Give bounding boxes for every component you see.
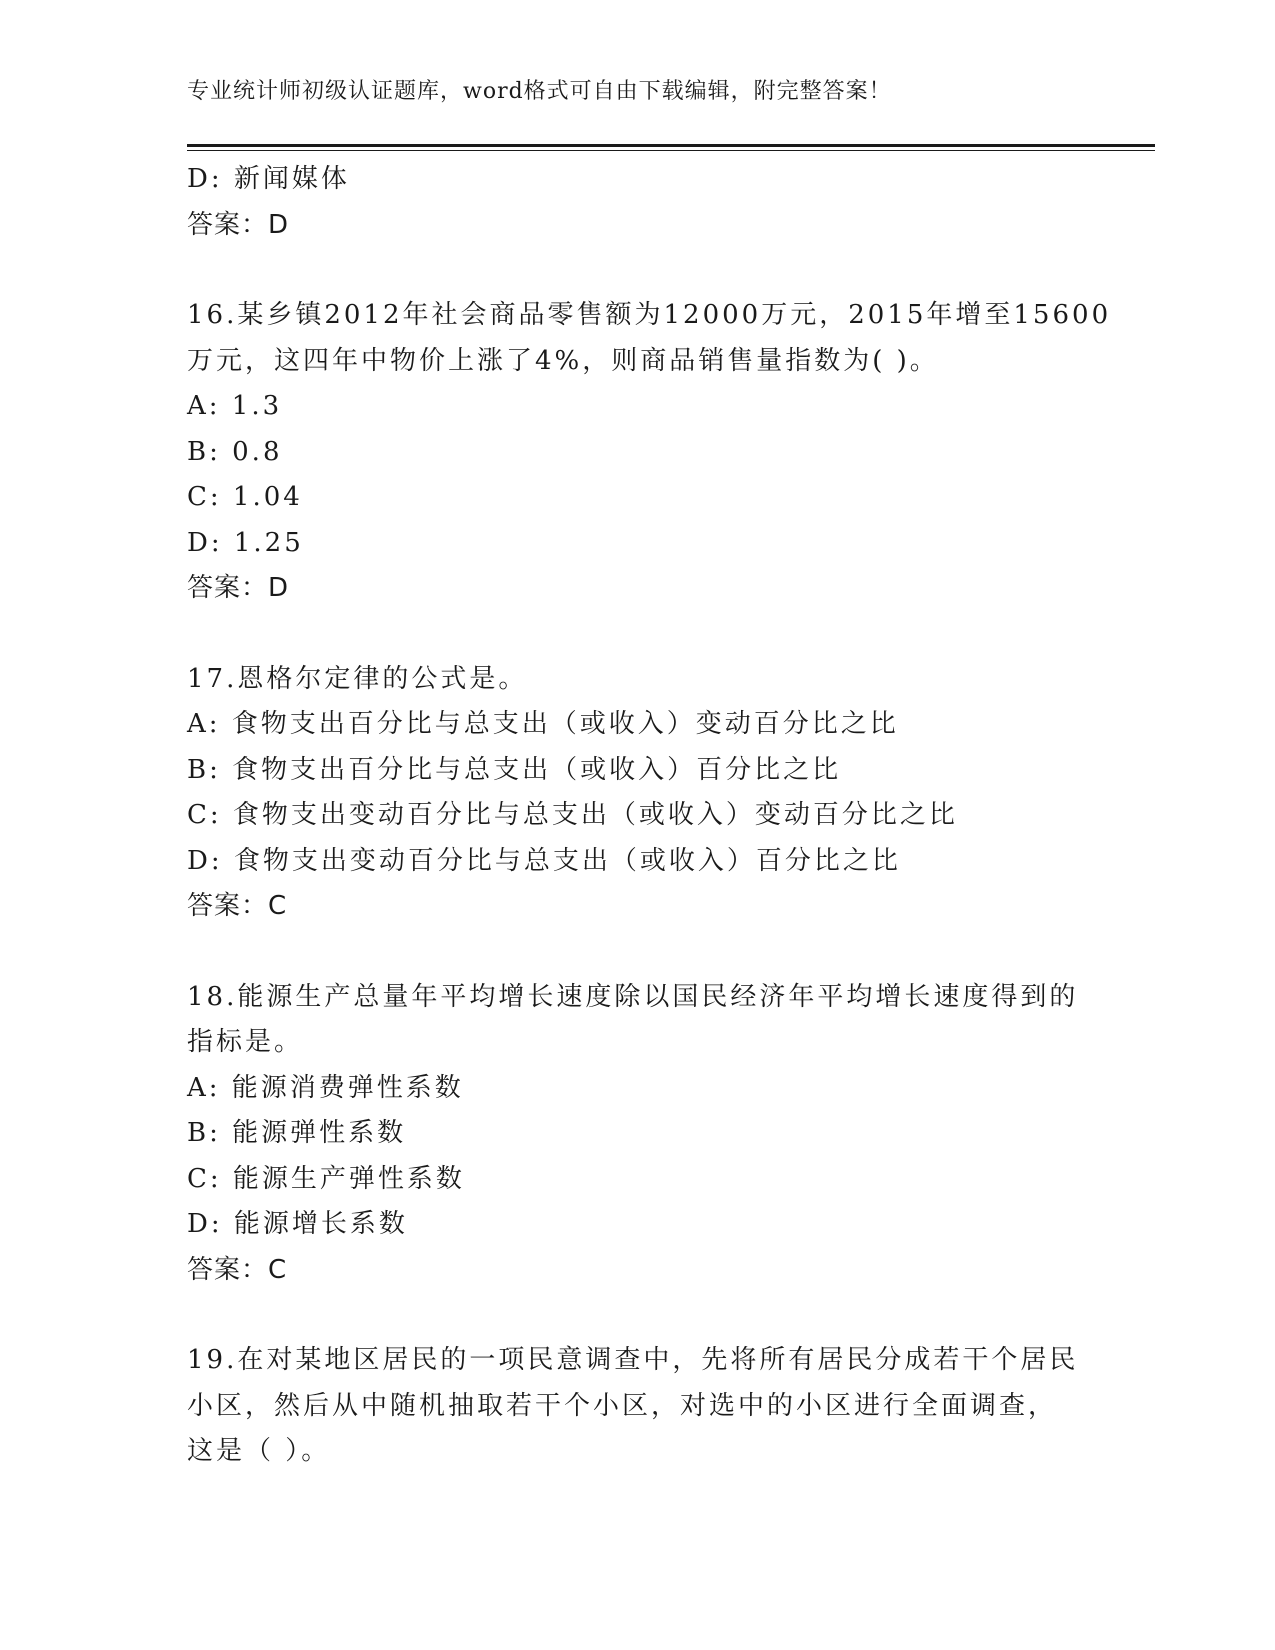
option-d: D: 能源增长系数 [187, 1209, 408, 1239]
header-rule-thick [187, 144, 1155, 147]
question-stem: 19.在对某地区居民的一项民意调查中，先将所有居民分成若干个居民 [187, 1345, 1079, 1375]
question-17 [187, 657, 1087, 930]
page-header: 专业统计师初级认证题库，word格式可自由下载编辑，附完整答案！ [187, 79, 892, 104]
spacer [187, 612, 1087, 657]
option-b: B: 食物支出百分比与总支出（或收入）百分比之比 [187, 754, 842, 785]
spacer [187, 1293, 1087, 1338]
option-c: C: 1.04 [187, 482, 303, 512]
option-b: B: 能源弹性系数 [187, 1118, 407, 1148]
answer-line: 答案：D [187, 573, 290, 603]
question-stem: 16.某乡镇2012年社会商品零售额为12000万元，2015年增至15600 [187, 300, 1112, 330]
option-d: D: 新闻媒体 [187, 164, 350, 194]
option-c: C: 食物支出变动百分比与总支出（或收入）变动百分比之比 [187, 800, 958, 830]
option-c: C: 能源生产弹性系数 [187, 1163, 465, 1194]
spacer [187, 930, 1087, 975]
spacer [187, 248, 1087, 293]
answer-line: 答案：C [187, 1254, 288, 1285]
answer-line: 答案：C [187, 891, 288, 921]
option-a: A: 食物支出百分比与总支出（或收入）变动百分比之比 [187, 709, 899, 739]
question-16 [187, 293, 1112, 612]
question-18 [187, 975, 1087, 1294]
question-stem: 18.能源生产总量年平均增长速度除以国民经济年平均增长速度得到的 [187, 981, 1079, 1012]
option-d: D: 食物支出变动百分比与总支出（或收入）百分比之比 [187, 845, 901, 876]
document-body [187, 157, 1112, 1475]
question-stem: 17.恩格尔定律的公式是。 [187, 663, 528, 694]
question-stem: 万元，这四年中物价上涨了4%，则商品销售量指数为( )。 [187, 345, 939, 376]
option-a: A: 1.3 [187, 391, 283, 421]
question-stem: 小区，然后从中随机抽取若干个小区，对选中的小区进行全面调查， [187, 1390, 1058, 1421]
question-19 [187, 1338, 1087, 1475]
question-stem: 这是（ ）。 [187, 1436, 331, 1466]
option-b: B: 0.8 [187, 436, 283, 467]
answer-line: 答案：D [187, 209, 290, 240]
question-stem: 指标是。 [187, 1027, 304, 1057]
option-d: D: 1.25 [187, 527, 304, 558]
header-rule-thin [187, 150, 1155, 151]
option-a: A: 能源消费弹性系数 [187, 1072, 464, 1103]
